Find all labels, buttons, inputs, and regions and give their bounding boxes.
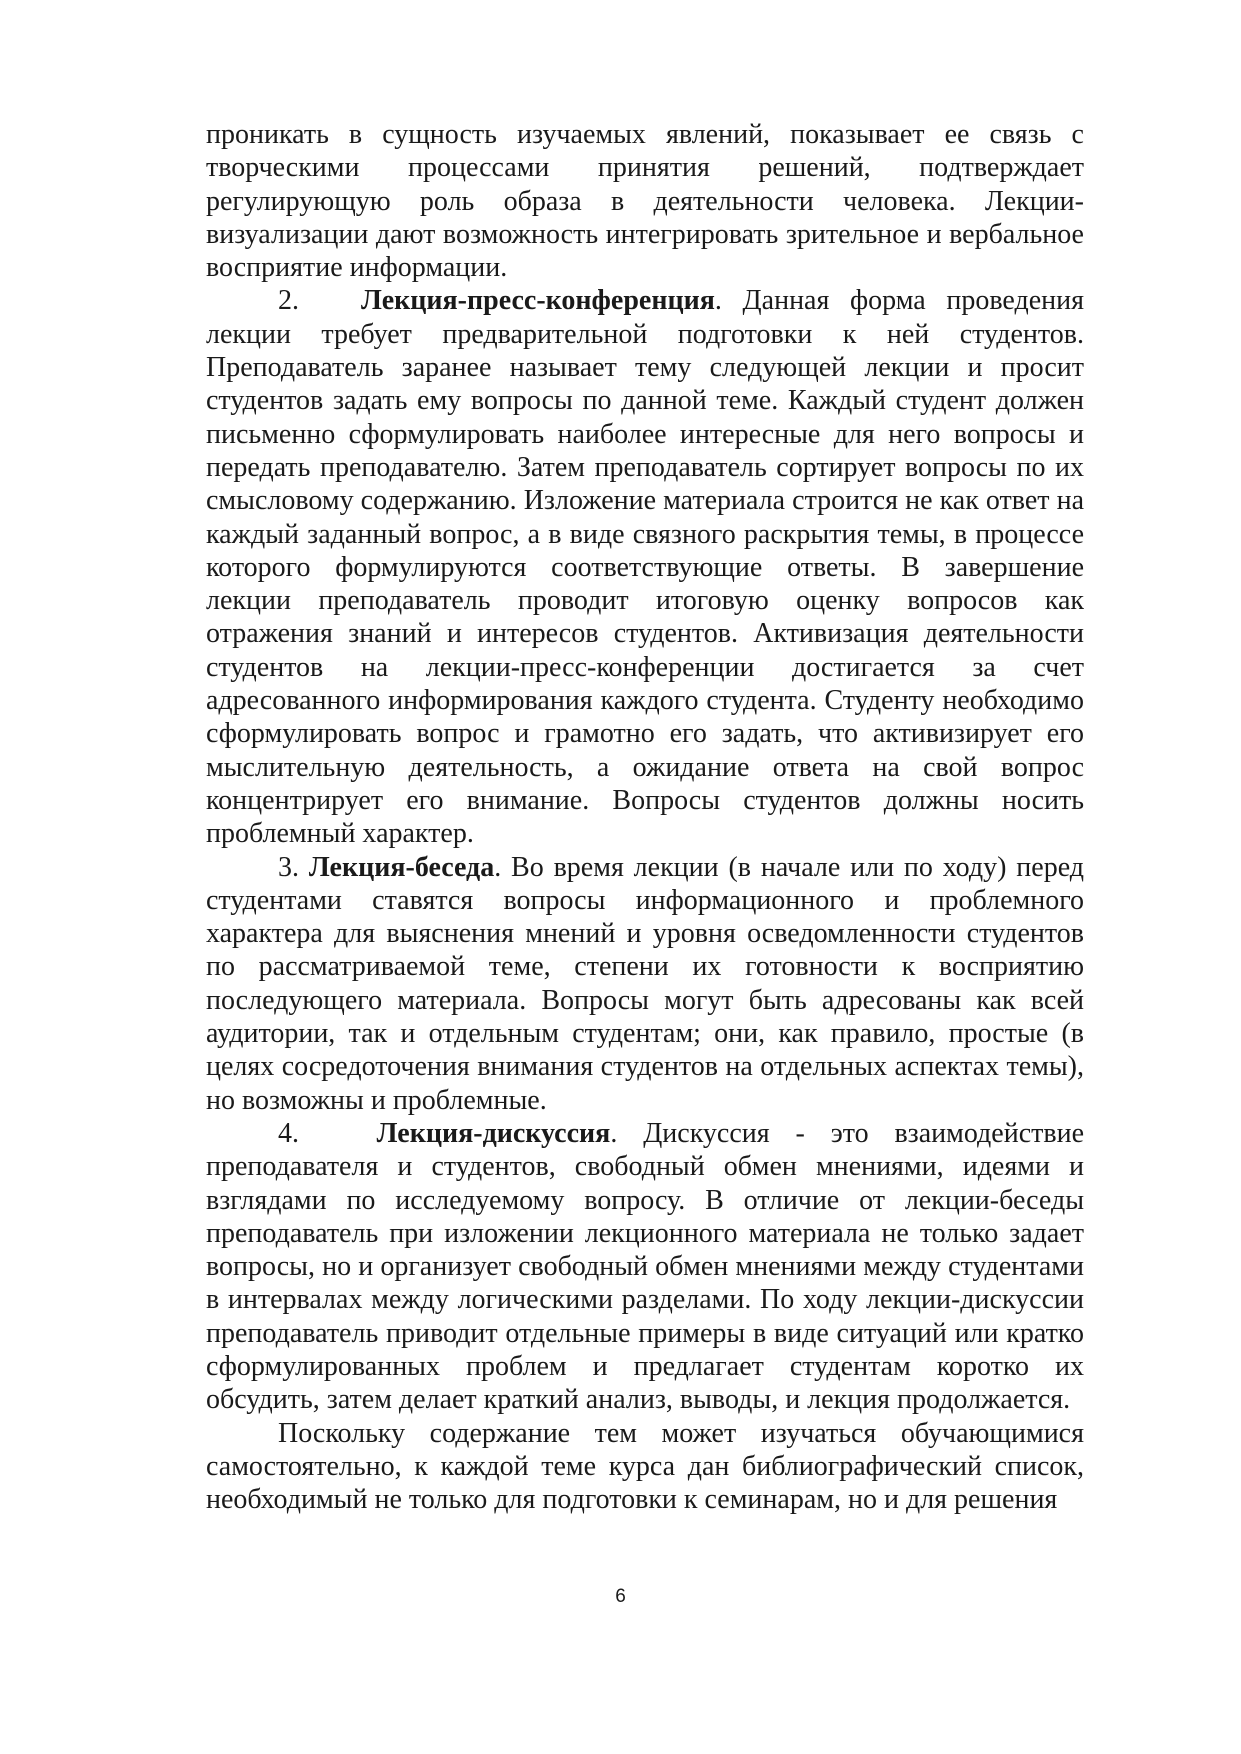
term-conversation: Лекция-беседа: [308, 851, 495, 883]
term-discussion: Лекция-дискуссия: [376, 1117, 611, 1149]
term-press-conference: Лекция-пресс-конференция: [361, 285, 715, 317]
paragraph-press-conference: [206, 284, 1084, 850]
paragraph-discussion: [206, 1117, 1084, 1417]
paragraph-body: . Данная форма проведения лекции требует предварительной подготовки к ней студентов. Преподаватель заранее называет тему следующей лекции и просит студентов задать ему вопросы по данной теме. Каждый студент должен письменно сформулировать наиболее интересные для него вопросы и передать преподавателю. Затем преподаватель сортирует вопросы по их смысловому содержанию. Изложение материала строится не как ответ на каждый заданный вопрос, а в виде связного раскрытия темы, в процессе которого формулируются соответствующие ответы. В завершение лекции преподаватель проводит итоговую оценку вопросов как отражения знаний и интересов студентов. Активизация деятельности студентов на лекции-пресс-конференции достигается за счет адресованного информирования каждого студента. Студенту необходимо сформулировать вопрос и грамотно его задать, что активизирует его мыслительную деятельность, а ожидание ответа на свой вопрос концентрирует его внимание. Вопросы студентов должны носить проблемный характер.: [206, 285, 1084, 850]
paragraph-body: . Во время лекции (в начале или по ходу) перед студентами ставятся вопросы информационного и проблемного характера для выяснения мнений и уровня осведомленности студентов по рассматриваемой теме, степени их готовности к восприятию последующего материала. Вопросы могут быть адресованы как всей аудитории, так и отдельным студентам; они, как правило, простые (в целях сосредоточения внимания студентов на отдельных аспектах темы), но возможны и проблемные.: [206, 851, 1084, 1116]
item-number: 4.: [278, 1117, 299, 1149]
paragraph-continuation: проникать в сущность изучаемых явлений, показывает ее связь с творческими процессами принятия решений, подтверждает регулирующую роль образа в деятельности человека. Лекции-визуализации дают возможность интегрировать зрительное и вербальное восприятие информации.: [206, 119, 1084, 284]
body-text: [206, 118, 1084, 1516]
paragraph-body: . Дискуссия - это взаимодействие преподавателя и студентов, свободный обмен мнениями, идеями и взглядами по исследуемому вопросу. В отличие от лекции-беседы преподаватель при изложении лекционного материала не только задает вопросы, но и организует свободный обмен мнениями между студентами в интервалах между логическими разделами. По ходу лекции-дискуссии преподаватель приводит отдельные примеры в виде ситуаций или кратко сформулированных проблем и предлагает студентам коротко их обсудить, затем делает краткий анализ, выводы, и лекция продолжается.: [206, 1117, 1084, 1416]
item-number: 2.: [278, 285, 299, 317]
page-number: 6: [615, 1586, 626, 1607]
paragraph-conversation: [206, 851, 1084, 1117]
paragraph-bibliography: Поскольку содержание тем может изучаться обучающимися самостоятельно, к каждой теме курса дан библиографический список, необходимый не только для подготовки к семинарам, но и для решения: [206, 1417, 1084, 1516]
item-number: 3.: [278, 851, 299, 883]
